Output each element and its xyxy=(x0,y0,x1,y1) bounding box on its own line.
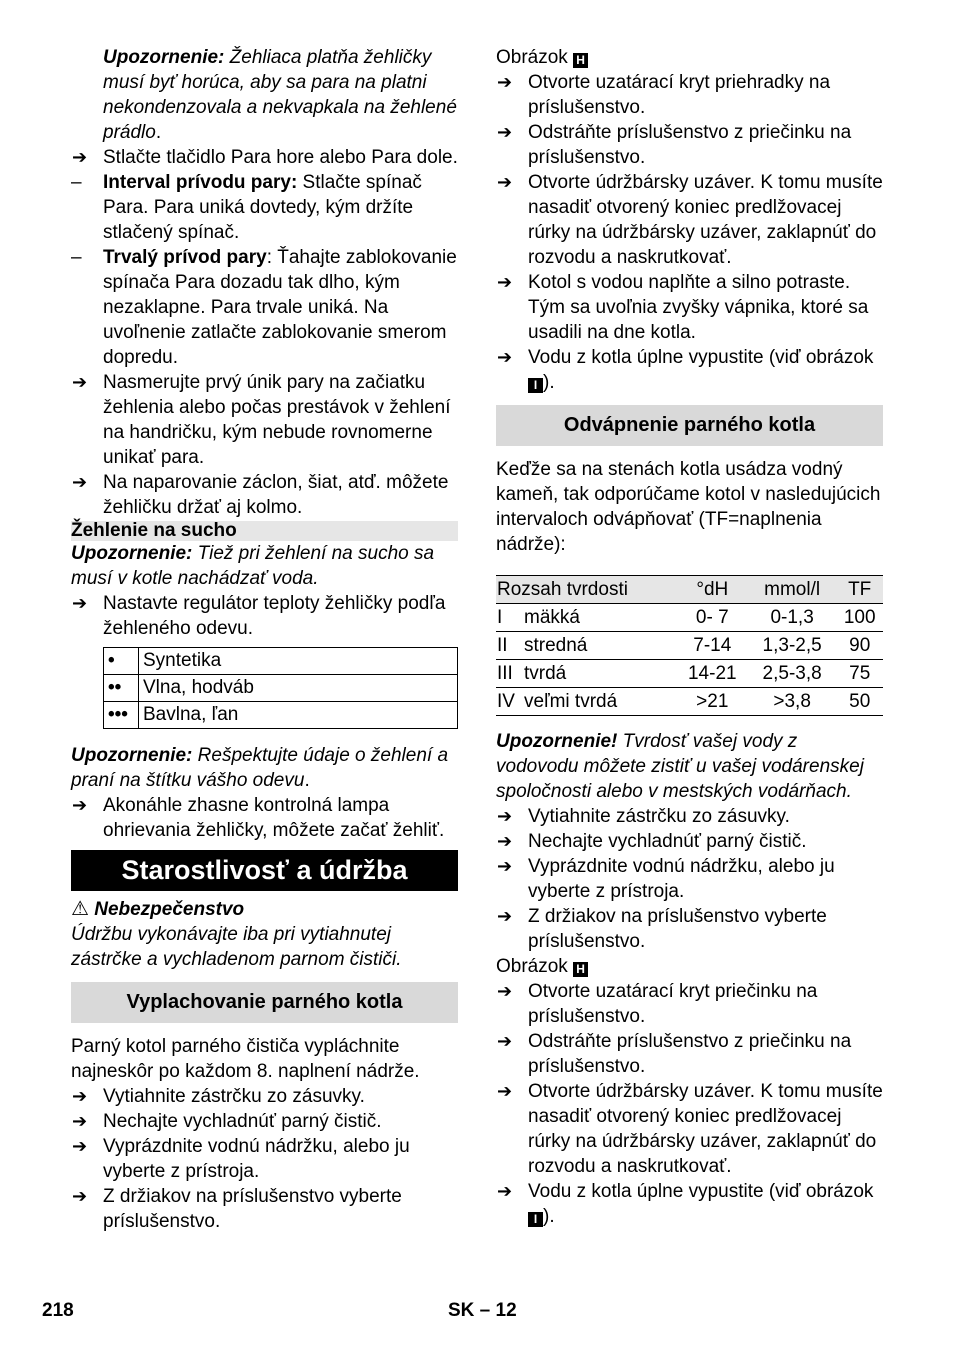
note-text: Rešpektujte údaje o žehlení a praní na štítku vášho odevu xyxy=(71,745,449,791)
table-cell: 14-21 xyxy=(676,660,748,688)
table-row xyxy=(104,702,458,729)
table-row xyxy=(104,648,458,675)
fabric-cell: Bavlna, ľan xyxy=(139,702,458,729)
table-cell: I xyxy=(496,604,523,632)
continuous-text: : Ťahajte zablokovanie spínača Para dozadu tak dlho, kým nezaklapne. Para trvale uniká. Na uvoľnenie zatlačte zablokovanie smerom dopredu. xyxy=(103,247,457,368)
step-regulator: ➔ Nastavte regulátor teploty žehličky podľa žehleného odevu. xyxy=(71,591,458,641)
header-cell: Rozsah tvrdosti xyxy=(496,576,676,604)
note-text: Žehliaca platňa žehličky musí byť horúca, aby sa para na platni nekondenzovala a nekvapkala na žehlené prádlo xyxy=(103,47,457,143)
table-cell: 2,5-3,8 xyxy=(748,660,836,688)
step-curtains: ➔ Na naparovanie záclon, šiat, atď. môžete žehličku držať aj kolmo. xyxy=(71,470,458,520)
table-cell: mäkká xyxy=(523,604,676,632)
header-cell: TF xyxy=(835,576,883,604)
hardness-table xyxy=(496,575,883,716)
flush-intro: Parný kotol parného čističa vypláchnite najneskôr po každom 8. naplnení nádrže. xyxy=(71,1036,420,1082)
water-hardness-note xyxy=(496,729,883,804)
table-cell: 100 xyxy=(835,604,883,632)
list-item: ➔ Nechajte vychladnúť parný čistič. xyxy=(71,1109,458,1134)
list-item: ➔ Nechajte vychladnúť parný čistič. xyxy=(496,829,883,854)
continuous-label: Trvalý prívod pary xyxy=(103,247,267,268)
table-cell: >3,8 xyxy=(748,688,836,716)
note-text: Tvrdosť vašej vody z vodovodu môžete zistiť u vašej vodárenskej spoločnosti alebo v mestských vodárňach. xyxy=(496,731,864,802)
interval-label: Interval prívodu pary: xyxy=(103,172,298,193)
note-end: . xyxy=(304,770,310,791)
list-item: ➔ Otvorte údržbársky uzáver. K tomu musíte nasadiť otvorený koniec predlžovacej rúrky na údržbársky uzáver, zaklapnúť do rozvodu a naskrutkovať. xyxy=(496,1079,883,1179)
drain-end: ). xyxy=(543,372,555,393)
fabric-cell: Vlna, hodváb xyxy=(139,675,458,702)
warning-icon: ⚠ xyxy=(71,898,89,920)
table-cell: stredná xyxy=(523,632,676,660)
list-item: ➔ Odstráňte príslušenstvo z priečinku na príslušenstvo. xyxy=(496,1029,883,1079)
note-text: Tiež pri žehlení na sucho sa musí v kotle nachádzať voda. xyxy=(71,543,435,589)
figure-reference xyxy=(496,954,883,979)
dry-ironing-note xyxy=(71,541,458,591)
note-label: Upozornenie: xyxy=(103,47,225,68)
table-row xyxy=(496,688,883,716)
list-item: ➔ Otvorte údržbársky uzáver. K tomu musíte nasadiť otvorený koniec predlžovacej rúrky na údržbársky uzáver, zaklapnúť do rozvodu a naskrutkovať. xyxy=(496,170,883,270)
step-lamp: ➔ Akonáhle zhasne kontrolná lampa ohrievania žehličky, môžete začať žehliť. xyxy=(71,793,458,843)
table-cell: veľmi tvrdá xyxy=(523,688,676,716)
figure-key-icon: I xyxy=(528,1212,543,1227)
list-item: ➔ Otvorte uzatárací kryt priehradky na príslušenstvo. xyxy=(496,70,883,120)
step-first-steam: ➔ Nasmerujte prvý únik pary na začiatku žehlenia alebo počas prestávok v žehlení na handričku, kým nebude rovnomerne unikať para. xyxy=(71,370,458,470)
table-header-row xyxy=(496,576,883,604)
steam-continuous-item xyxy=(71,245,458,370)
language-page-label: SK – 12 xyxy=(448,1300,517,1321)
table-cell: 0- 7 xyxy=(676,604,748,632)
figure-label: Obrázok xyxy=(496,47,568,68)
drain-text: Vodu z kotla úplne vypustite (viď obrázok xyxy=(528,347,874,368)
table-row xyxy=(496,604,883,632)
list-item: ➔ Odstráňte príslušenstvo z priečinku na príslušenstvo. xyxy=(496,120,883,170)
table-cell: 1,3-2,5 xyxy=(748,632,836,660)
danger-heading xyxy=(71,897,458,922)
note-label: Upozornenie! xyxy=(496,731,618,752)
dots-cell: •• xyxy=(104,675,139,702)
drain-text: Vodu z kotla úplne vypustite (viď obrázok xyxy=(528,1181,874,1202)
list-item: ➔ Vyprázdnite vodnú nádržku, alebo ju vyberte z prístroja. xyxy=(71,1134,458,1184)
list-item: ➔ Vyprázdnite vodnú nádržku, alebo ju vyberte z prístroja. xyxy=(496,854,883,904)
drain-step xyxy=(496,345,883,395)
fabric-cell: Syntetika xyxy=(139,648,458,675)
list-item: ➔ Vytiahnite zástrčku zo zásuvky. xyxy=(71,1084,458,1109)
note-end: . xyxy=(155,122,162,143)
danger-text: Údržbu vykonávajte iba pri vytiahnutej zástrčke a vychladenom parnom čističi. xyxy=(71,924,402,970)
chapter-title: Starostlivosť a údržba xyxy=(71,850,458,891)
header-cell: mmol/l xyxy=(748,576,836,604)
table-cell: 0-1,3 xyxy=(748,604,836,632)
figure-key-icon: I xyxy=(528,378,543,393)
drain-end: ). xyxy=(543,1206,555,1227)
list-item: ➔ Z držiakov na príslušenstvo vyberte príslušenstvo. xyxy=(71,1184,458,1234)
figure-key-icon: H xyxy=(573,53,588,68)
interval-text: Stlačte spínač Para. Para uniká dovtedy, kým držíte stlačený spínač. xyxy=(103,172,422,243)
list-item: ➔ Vytiahnite zástrčku zo zásuvky. xyxy=(496,804,883,829)
label-note xyxy=(71,743,458,793)
table-cell: 7-14 xyxy=(676,632,748,660)
header-cell: °dH xyxy=(676,576,748,604)
figure-reference xyxy=(496,45,883,70)
table-row xyxy=(104,675,458,702)
list-item: ➔ Otvorte uzatárací kryt priečinku na príslušenstvo. xyxy=(496,979,883,1029)
table-cell: 50 xyxy=(835,688,883,716)
dry-ironing-heading: Žehlenie na sucho xyxy=(71,521,458,541)
danger-label: Nebezpečenstvo xyxy=(94,899,245,920)
table-row xyxy=(496,660,883,688)
table-cell: III xyxy=(496,660,523,688)
table-cell: 90 xyxy=(835,632,883,660)
steam-interval-item xyxy=(71,170,458,245)
left-column xyxy=(71,45,458,1234)
list-item: ➔ Kotol s vodou naplňte a silno potraste. Tým sa uvoľnia zvyšky vápnika, ktoré sa usadili na dne kotla. xyxy=(496,270,883,345)
descale-heading: Odvápnenie parného kotla xyxy=(496,405,883,446)
fabric-table xyxy=(103,647,458,729)
dots-cell: ••• xyxy=(104,702,139,729)
figure-label: Obrázok xyxy=(496,956,568,977)
table-cell: IV xyxy=(496,688,523,716)
drain-step xyxy=(496,1179,883,1229)
step-press-steam: ➔ Stlačte tlačidlo Para hore alebo Para dole. xyxy=(71,145,458,170)
table-row xyxy=(496,632,883,660)
right-column xyxy=(496,45,883,1229)
list-item: ➔ Z držiakov na príslušenstvo vyberte príslušenstvo. xyxy=(496,904,883,954)
note-label: Upozornenie: xyxy=(71,543,193,564)
dots-cell: • xyxy=(104,648,139,675)
descale-intro: Keďže sa na stenách kotla usádza vodný kameň, tak odporúčame kotol v nasledujúcich intervaloch odvápňovať (TF=naplnenia nádrže): xyxy=(496,459,881,555)
figure-key-icon: H xyxy=(573,962,588,977)
note-label: Upozornenie: xyxy=(71,745,193,766)
table-cell: tvrdá xyxy=(523,660,676,688)
page-number: 218 xyxy=(42,1300,74,1321)
steam-note xyxy=(71,45,458,145)
table-cell: >21 xyxy=(676,688,748,716)
flush-heading: Vyplachovanie parného kotla xyxy=(71,982,458,1023)
table-cell: II xyxy=(496,632,523,660)
table-cell: 75 xyxy=(835,660,883,688)
